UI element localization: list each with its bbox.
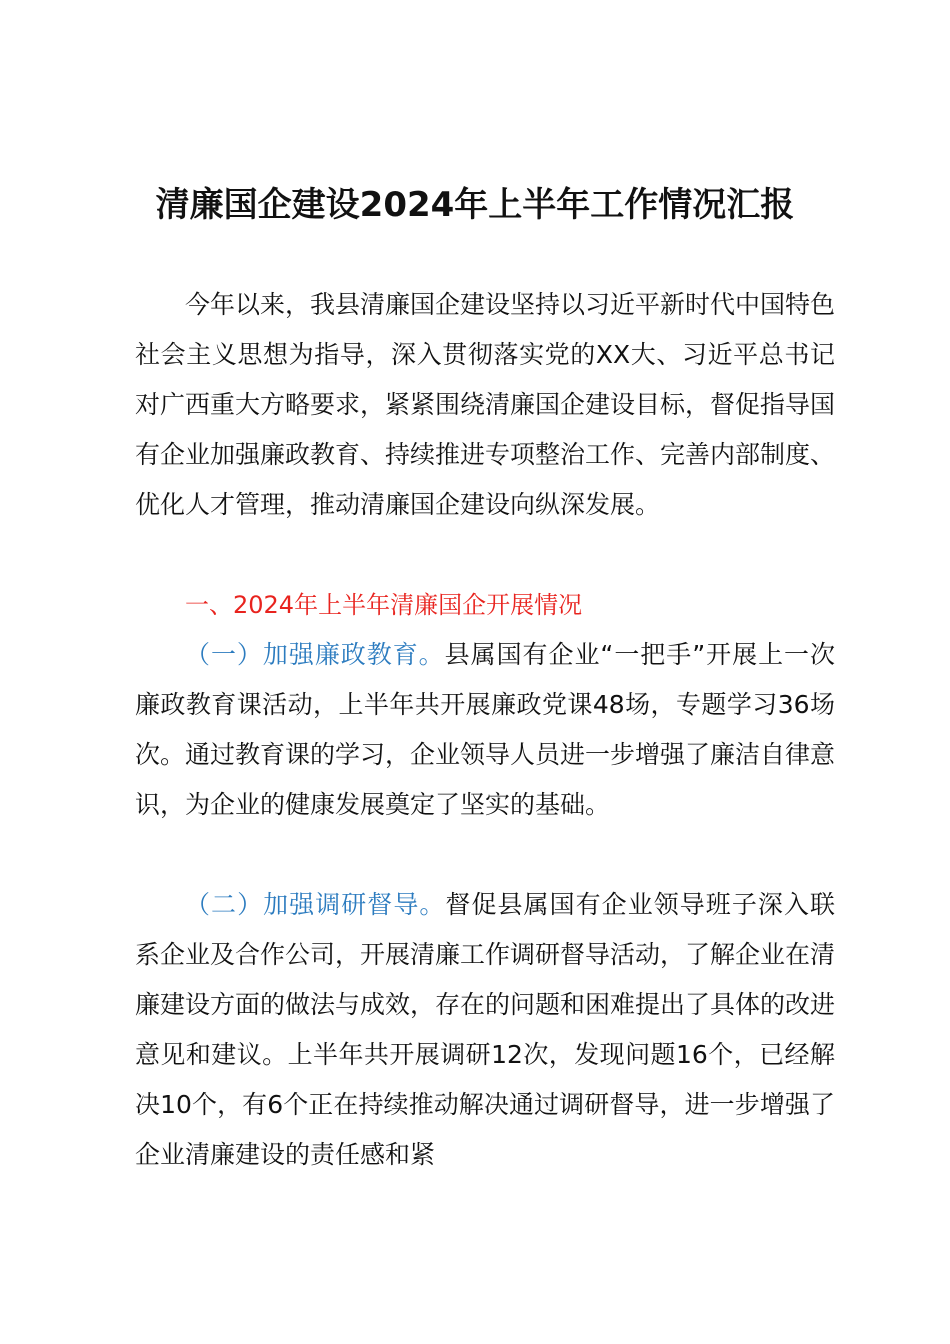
section-heading: 一、2024年上半年清廉国企开展情况 xyxy=(185,591,583,619)
document-title: 清廉国企建设2024年上半年工作情况汇报 xyxy=(155,185,795,225)
item2-heading: （二）加强调研督导。 xyxy=(185,890,446,919)
item2-text: 督促县属国有企业领导班子深入联系企业及合作公司，开展清廉工作调研督导活动，了解企业在清廉建设方面的做法与成效，存在的问题和困难提出了具体的改进意见和建议。上半年共开展调研12次，发现问题16个，已经解决10个，有6个正在持续推动解决通过调研督导，进一步增强了企业清廉建设的责任感和紧 xyxy=(135,890,836,1169)
item2-paragraph xyxy=(135,880,835,1180)
intro-paragraph: 今年以来，我县清廉国企建设坚持以习近平新时代中国特色社会主义思想为指导，深入贯彻落实党的XX大、习近平总书记对广西重大方略要求，紧紧围绕清廉国企建设目标，督促指导国有企业加强廉政教育、持续推进专项整治工作、完善内部制度、优化人才管理，推动清廉国企建设向纵深发展。 xyxy=(135,290,836,519)
item1-text: 县属国有企业“一把手”开展上一次廉政教育课活动，上半年共开展廉政党课48场，专题学习36场次。通过教育课的学习，企业领导人员进一步增强了廉洁自律意识，为企业的健康发展奠定了坚实的基础。 xyxy=(135,640,836,819)
item1-paragraph xyxy=(135,630,835,830)
item1-heading: （一）加强廉政教育。 xyxy=(185,640,445,669)
